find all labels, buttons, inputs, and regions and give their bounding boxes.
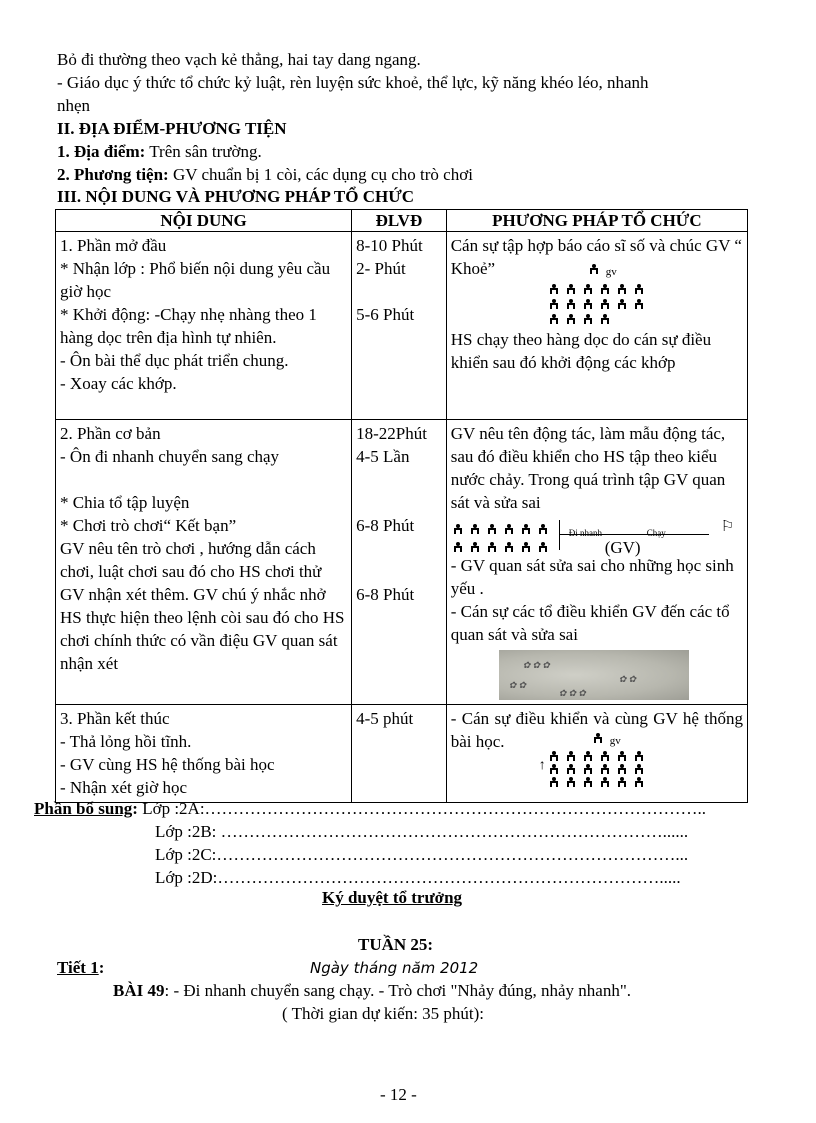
means-label: 2. Phương tiện: [57,165,169,184]
arrow-up-icon: ↑ [538,758,546,773]
section-2-heading: II. ĐỊA ĐIỂM-PHƯƠNG TIỆN [57,119,287,138]
dose-value: 6-8 Phút [356,516,415,535]
dose-value: 18-22Phút [356,424,427,443]
intro-line-1: Bỏ đi thường theo vạch kẻ thẳng, hai tay dang ngang. [57,50,421,69]
formation-diagram-1 [451,266,743,328]
person-icon [583,284,593,295]
page-number: - 12 - [380,1085,417,1104]
week-title: TUẦN 25: [358,935,434,954]
formation-row [453,542,555,553]
formation-row [549,751,651,762]
method-text: - GV quan sát sửa sai cho những học sinh yếu . [450,556,734,598]
formation-row [549,764,651,775]
person-icon [566,764,576,775]
person-icon [617,284,627,295]
person-icon [549,299,559,310]
row3-title: 3. Phần kết thúc [60,709,170,728]
supplement-line-1: Phần bổ sung: Lớp :2A:…………………………………………………………………………….. [34,799,707,818]
dose-value: 4-5 phút [356,709,414,728]
row1-title: 1. Phần mở đầu [60,236,167,255]
person-icon [600,777,610,788]
gv-marker: gv [589,264,617,278]
formation-row [549,314,617,325]
person-icon [566,284,576,295]
row2-item: - Ôn đi nhanh chuyển sang chạy [60,447,280,466]
person-icon [600,284,610,295]
table-row [56,420,748,705]
row1-item: - Ôn bài thể dục phát triển chung. [60,351,289,370]
dose-value: 5-6 Phút [356,305,415,324]
person-icon [487,524,497,535]
row3-item: - Nhận xét giờ học [60,778,188,797]
person-icon [634,299,644,310]
means-value: GV chuẩn bị 1 còi, các dụng cụ cho trò chơi [168,165,473,184]
person-icon [634,284,644,295]
person-icon [470,542,480,553]
row2-item: * Chơi trò chơi“ Kết bạn” [60,516,237,535]
run-label: Chạy [646,528,666,538]
person-icon [583,764,593,775]
lesson-label: Tiết 1 [57,958,99,977]
formation-row [549,284,651,295]
person-icon [453,542,463,553]
person-icon [538,542,548,553]
flag-icon: ⚐ [720,519,735,535]
person-icon [617,777,627,788]
person-icon [583,314,593,325]
formation-row [549,299,651,310]
formation-row [549,777,651,788]
intro-line-3: nhẹn [57,96,91,115]
lesson-title-line [113,980,631,1002]
person-icon [549,751,559,762]
method-text: HS chạy theo hàng dọc do cán sự điều khiển sau đó khởi động các khớp [450,330,712,372]
means-line [57,164,473,186]
row3-dose [352,705,447,803]
row3-item: - Thả lỏng hồi tĩnh. [60,732,192,751]
lesson-topic: : - Đi nhanh chuyển sang chạy. - Trò chơi "Nhảy đúng, nhảy nhanh". [164,981,632,1000]
lesson-table [55,209,748,803]
row2-title: 2. Phần cơ bản [60,424,161,443]
row2-method [446,420,747,705]
table-row [56,232,748,420]
gv-position-label: (GV) [604,538,641,557]
method-text: - Cán sự điều khiển và cùng GV hệ thống bài học. [450,709,743,751]
row1-item: - Xoay các khớp. [60,374,177,393]
row2-content [56,420,352,705]
place-value: Trên sân trường. [145,142,262,161]
lesson-duration: ( Thời gian dự kiến: 35 phút): [282,1004,485,1023]
row3-content [56,705,352,803]
row1-item: * Khởi động: -Chạy nhẹ nhàng theo 1 hàng dọc trên địa hình tự nhiên. [60,305,317,347]
person-icon [566,314,576,325]
person-icon [583,751,593,762]
person-icon [504,524,514,535]
dose-value: 2- Phút [356,259,406,278]
person-icon [549,284,559,295]
class-line: Lớp :2B: ……………………………………………………………………...... [155,822,689,841]
place-label: 1. Địa điểm: [57,142,146,161]
class-line: Lớp :2A:…………………………………………………………………………….. [142,799,707,818]
game-photo: ✿ ✿ ✿ ✿ ✿ ✿ ✿ ✿ ✿ ✿ [499,650,689,700]
person-icon [453,524,463,535]
lesson-date: Ngày tháng năm 2012 [310,959,479,977]
person-icon [538,524,548,535]
person-icon [589,264,599,275]
header-content: NỘI DUNG [56,210,352,232]
class-line: Lớp :2C:………………………………………………………………………... [155,845,689,864]
gv-marker: gv [593,733,621,747]
table-header-row [56,210,748,232]
person-icon [634,777,644,788]
person-icon [634,751,644,762]
row2-item: GV nêu tên trò chơi , hướng dẫn cách chơi, luật chơi sau đó cho HS chơi thử GV nhận xét thêm. GV chú ý nhắc nhở HS thực hiện theo lệnh còi sau đó cho HS chơi chính thức có vần điệu GV quan sát nhận xét [60,539,345,673]
table-row [56,705,748,803]
person-icon [617,764,627,775]
section-3-heading: III. NỘI DUNG VÀ PHƯƠNG PHÁP TỔ CHỨC [57,187,415,206]
person-icon [617,751,627,762]
person-icon [470,524,480,535]
dose-value: 4-5 Lần [356,447,410,466]
person-icon [617,299,627,310]
person-icon [487,542,497,553]
person-icon [600,751,610,762]
dose-value: 8-10 Phút [356,236,423,255]
person-icon [583,299,593,310]
lesson-label-line: Tiết 1: [57,958,105,977]
person-icon [549,777,559,788]
person-icon [521,524,531,535]
person-icon [600,314,610,325]
formation-diagram-2 [451,735,743,791]
person-icon [549,764,559,775]
person-icon [583,777,593,788]
person-icon [600,764,610,775]
row3-method [446,705,747,803]
row2-item: * Chia tổ tập luyện [60,493,190,512]
lesson-number: BÀI 49 [113,981,165,1000]
row1-method [446,232,747,420]
place-line [57,141,262,163]
method-text: - Cán sự các tổ điều khiển GV đến các tổ quan sát và sửa sai [450,602,730,644]
person-icon [504,542,514,553]
row1-content [56,232,352,420]
class-line: Lớp :2D:……………………………………………………………………..... [155,868,681,887]
method-text: Cán sự tập hợp báo cáo sĩ số và chúc GV “ Khoẻ” [450,236,742,278]
dose-value: 6-8 Phút [356,585,415,604]
person-icon [600,299,610,310]
formation-row [453,524,555,535]
person-icon [634,764,644,775]
row1-item: * Nhận lớp : Phổ biến nội dung yêu cầu giờ học [60,259,331,301]
person-icon [566,751,576,762]
intro-line-2: - Giáo dục ý thức tổ chức kỷ luật, rèn luyện sức khoẻ, thể lực, kỹ năng khéo léo, nhanh [57,73,649,92]
person-icon [521,542,531,553]
method-text: GV nêu tên động tác, làm mẫu động tác, sau đó điều khiển cho HS tập theo kiểu nước chảy. Trong quá trình tập GV quan sát và sửa sai [450,424,726,512]
signature-label: Ký duyệt tổ trưởng [322,888,463,907]
person-icon [566,777,576,788]
person-icon [549,314,559,325]
row3-item: - GV cùng HS hệ thống bài học [60,755,275,774]
row2-dose [352,420,447,705]
relay-diagram [451,514,743,557]
supplement-label: Phần bổ sung [34,799,133,818]
start-line [559,520,560,550]
row1-dose [352,232,447,420]
header-method: PHƯƠNG PHÁP TỔ CHỨC [446,210,747,232]
person-icon [566,299,576,310]
person-icon [593,733,603,744]
walk-label: Đi nhanh [568,528,602,538]
header-dose: ĐLVĐ [352,210,447,232]
